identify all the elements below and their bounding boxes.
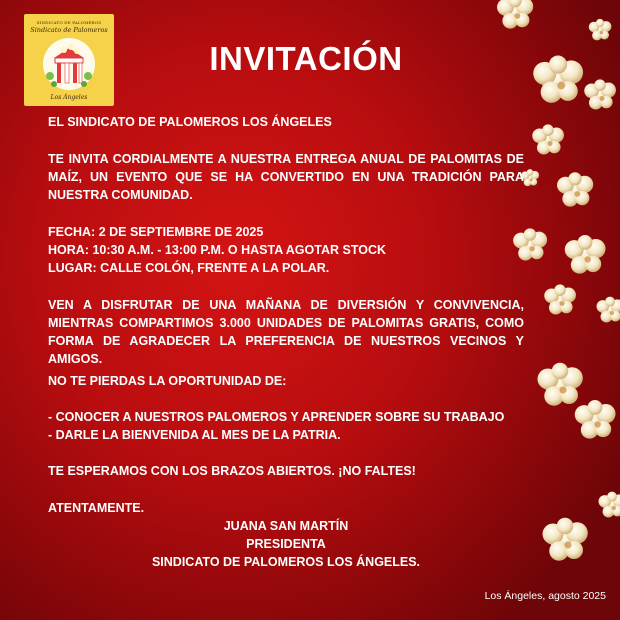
- popcorn-kernel-icon: [599, 492, 620, 518]
- popcorn-kernel-icon: [597, 297, 620, 323]
- logo-script-text: Sindicato de Palomeros: [30, 26, 108, 34]
- popcorn-kernel-icon: [497, 0, 533, 29]
- signature-role: PRESIDENTA: [246, 537, 326, 551]
- popcorn-kernel-icon: [565, 235, 606, 274]
- organization-line: EL SINDICATO DE PALOMEROS LOS ÁNGELES: [48, 115, 332, 129]
- bullet-item: - CONOCER A NUESTROS PALOMEROS Y APRENDER SOBRE SU TRABAJO: [48, 410, 505, 424]
- logo-top-text: SINDICATO DE PALOMEROS: [36, 20, 102, 25]
- logo-bottom-text: Los Ángeles: [50, 94, 88, 101]
- popcorn-kernel-icon: [538, 363, 583, 406]
- body-paragraph: VEN A DISFRUTAR DE UNA MAÑANA DE DIVERSIÓN Y CONVIVENCIA, MIENTRAS COMPARTIMOS 3.000 UNIDADES DE PALOMITAS GRATIS, COMO FORMA DE AGRADECER LA PREFERENCIA DE NUESTROS VECINOS Y AMIGOS.: [48, 298, 524, 366]
- event-location: LUGAR: CALLE COLÓN, FRENTE A LA POLAR.: [48, 261, 330, 275]
- popcorn-kernel-icon: [532, 124, 564, 154]
- popcorn-kernel-icon: [575, 400, 616, 439]
- popcorn-kernel-icon: [543, 518, 588, 561]
- opportunity-heading: NO TE PIERDAS LA OPORTUNIDAD DE:: [48, 374, 287, 388]
- footer-place-date: Los Ángeles, agosto 2025: [484, 590, 606, 602]
- event-time: HORA: 10:30 A.M. - 13:00 P.M. O HASTA AGOTAR STOCK: [48, 243, 387, 257]
- signature-name: JUANA SAN MARTÍN: [223, 519, 349, 533]
- event-date: FECHA: 2 DE SEPTIEMBRE DE 2025: [48, 225, 264, 239]
- intro-paragraph: TE INVITA CORDIALMENTE A NUESTRA ENTREGA ANUAL DE PALOMITAS DE MAÍZ, UN EVENTO QUE SE HA CONVERTIDO EN UNA TRADICIÓN PARA NUESTRA COMUNIDAD.: [48, 152, 524, 202]
- popcorn-kernel-icon: [589, 19, 612, 41]
- closing-line: TE ESPERAMOS CON LOS BRAZOS ABIERTOS. ¡NO FALTES!: [48, 464, 416, 478]
- signature-organization: SINDICATO DE PALOMEROS LOS ÁNGELES.: [151, 555, 421, 569]
- popcorn-kernel-icon: [544, 284, 576, 314]
- popcorn-kernel-icon: [584, 79, 616, 109]
- page-title: INVITACIÓN: [209, 40, 403, 77]
- sign-off: ATENTAMENTE.: [48, 501, 145, 515]
- popcorn-kernel-icon: [557, 172, 593, 206]
- bullet-item: - DARLE LA BIENVENIDA AL MES DE LA PATRIA.: [48, 428, 341, 442]
